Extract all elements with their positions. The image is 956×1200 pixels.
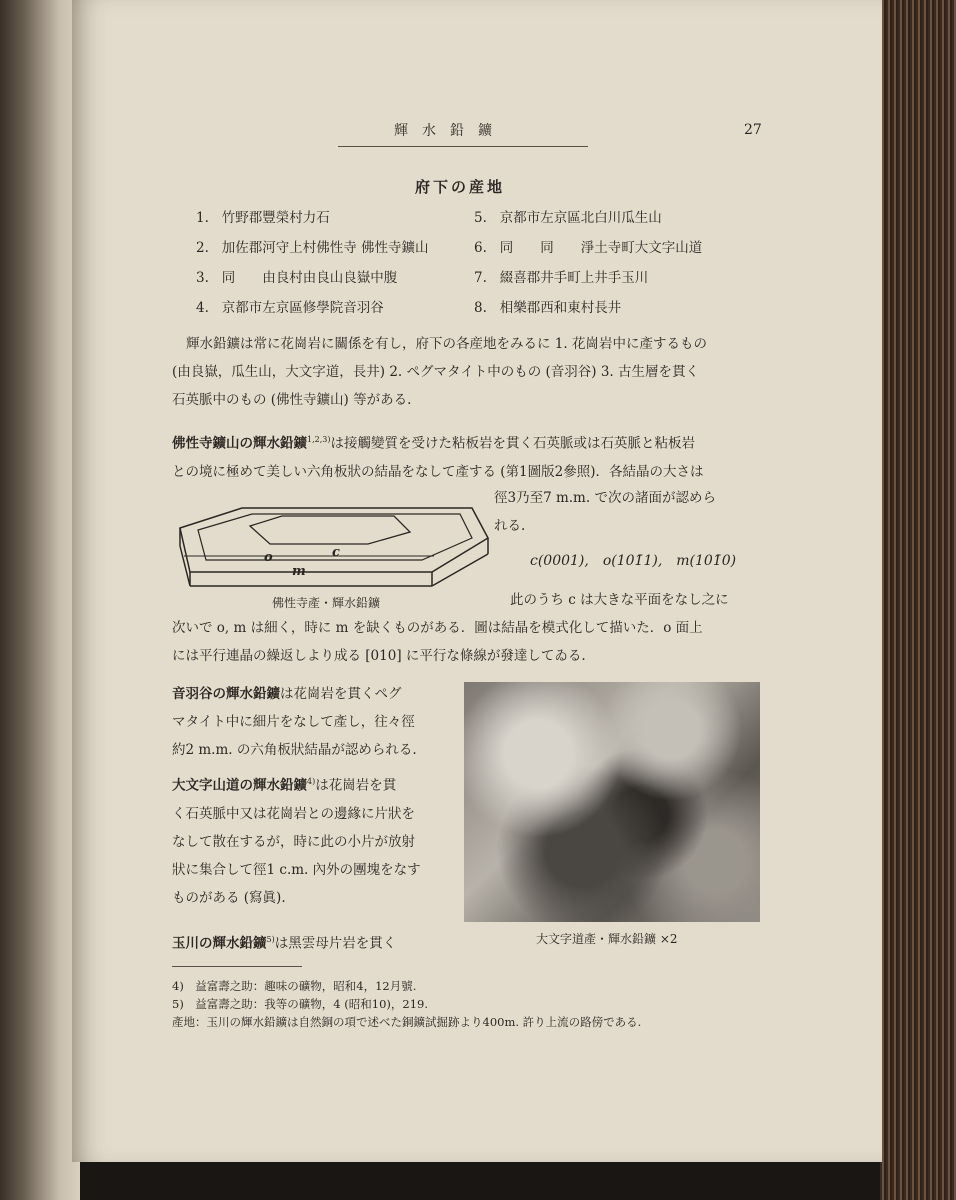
locality-item: 4. 京都市左京區修學院音羽谷	[196, 300, 384, 316]
page-number: 27	[744, 122, 762, 138]
paragraph-intro: 輝水鉛鑛は常に花崗岩に關係を有し，府下の各産地をみるに 1. 花崗岩中に產するもの (由良嶽，瓜生山，大文字道，長井) 2. ペグマタイト中のもの (音羽谷) 3. 古生層を貫く 石英脈中のもの (佛性寺鑛山) 等がある.	[172, 336, 707, 408]
header-rule	[338, 146, 588, 147]
footnote-5: 5) 益富壽之助：我等の礦物，4 (昭和10)，219.	[172, 997, 428, 1011]
face-label-m: m	[292, 564, 306, 579]
footnote-4: 4) 益富壽之助：趣味の礦物，昭和4，12月號.	[172, 979, 417, 993]
footnote-locality: 產地：玉川の輝水鉛鑛は自然銅の項で述べた銅鑛試掘跡より400m. 許り上流の路傍である.	[172, 1015, 642, 1029]
figure-caption: 佛性寺產・輝水鉛鑛	[272, 596, 381, 610]
crystal-diagram	[172, 498, 490, 588]
locality-item: 3. 同 由良村由良山良嶽中腹	[196, 270, 398, 286]
paragraph-tamagawa: 玉川の輝水鉛鑛$^{5)}$は黑雲母片岩を貫く	[172, 935, 397, 952]
face-label-c: c	[332, 545, 340, 560]
crystal-faces: c(0001), o(101̄1), m(101̄0)	[530, 553, 737, 569]
paragraph-faces-a: 此のうち c は大きな平面をなし之に	[510, 592, 729, 608]
locality-item: 6. 同 同 淨土寺町大文字山道	[474, 240, 703, 256]
section-title: 府下の産地	[414, 178, 505, 196]
book-binding-left	[0, 0, 80, 1200]
locality-item: 2. 加佐郡河守上村佛性寺 佛性寺鑛山	[196, 240, 429, 256]
paragraph-faces-b: 次いで o, m は細く，時に m を缺くものがある．圖は結晶を模式化して描いた．o 面上 には平行連晶の繰返しより成る [010] に平行な條線が發達してゐる.	[172, 620, 703, 664]
locality-item: 5. 京都市左京區北白川瓜生山	[474, 210, 662, 226]
subhead-tamagawa: 玉川の輝水鉛鑛	[172, 935, 267, 952]
locality-item: 7. 綴喜郡井手町上井手玉川	[474, 270, 649, 286]
book-page-edges	[880, 0, 956, 1200]
paragraph-otowa: 音羽谷の輝水鉛鑛は花崗岩を貫くペグ マタイト中に細片をなして產し，往々徑 約2 m.m. の六角板狀結晶が認められる.	[172, 686, 417, 758]
locality-item: 1. 竹野郡豐榮村力石	[196, 210, 330, 226]
face-label-o: o	[264, 550, 273, 565]
running-title: 輝水鉛鑛	[394, 123, 506, 139]
mineral-photograph	[464, 682, 760, 922]
footnote-rule	[172, 966, 302, 967]
paragraph-busshoji: 佛性寺鑛山の輝水鉛鑛$^{1,2,3)}$は接觸變質を受けた粘板岩を貫く石英脈或は石英脈と粘板岩 との境に極めて美しい六角板狀の結晶をなして產する (第1圖版2參照)．各結晶の大さは	[172, 435, 704, 480]
paragraph-busshoji-cont: 徑3乃至7 m.m. で次の諸面が認めら れる.	[494, 490, 716, 534]
subhead-daimonji: 大文字山道の輝水鉛鑛	[172, 777, 307, 794]
subhead-otowa: 音羽谷の輝水鉛鑛	[172, 686, 280, 702]
locality-item: 8. 相樂郡西和東村長井	[474, 300, 622, 316]
paragraph-daimonji: 大文字山道の輝水鉛鑛$^{4)}$は花崗岩を貫 く石英脈中又は花崗岩との邊緣に片狀を なして散在するが，時に此の小片が放射 狀に集合して徑1 c.m. 內外の團塊をなす ものがある (寫眞).	[172, 777, 421, 906]
subhead-busshoji: 佛性寺鑛山の輝水鉛鑛	[172, 435, 307, 452]
photo-caption: 大文字道產・輝水鉛鑛 ×2	[536, 932, 678, 946]
